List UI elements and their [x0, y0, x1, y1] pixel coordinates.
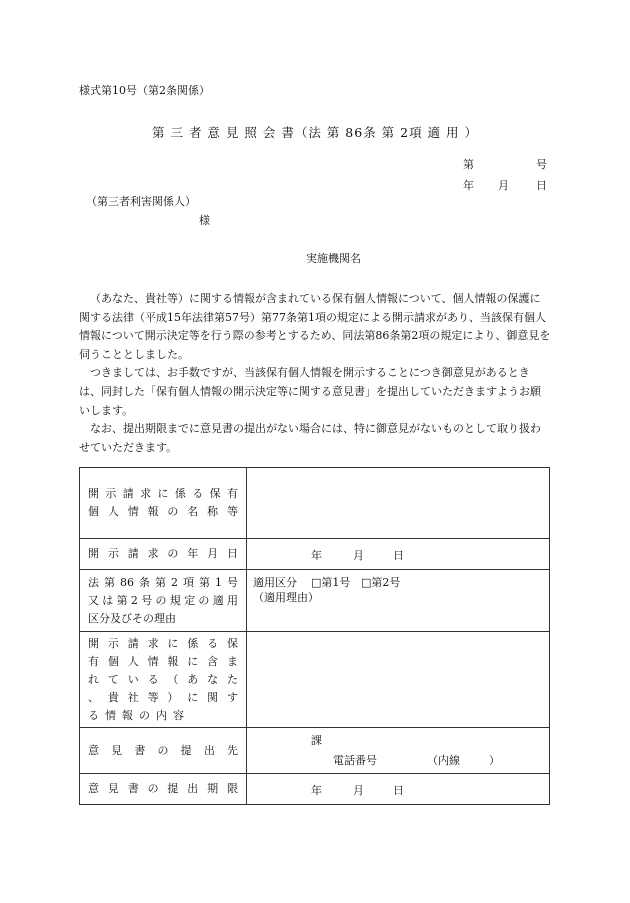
header-line: 区分及びその理由	[88, 611, 176, 625]
header-line: 法第86条第2項第1号	[88, 575, 238, 589]
table-value-cell[interactable]	[247, 632, 550, 728]
info-table	[79, 467, 550, 805]
month-label: 月	[353, 549, 364, 562]
header-line: 又は第2号の規定の適用	[88, 593, 238, 607]
header-line: 開示請求に係る保有	[88, 487, 238, 500]
body-paragraph-3: なお、提出期限までに意見書の提出がない場合には、特に御意見がないものとして取り扱わせていただきます。	[79, 422, 541, 454]
table-row-document-name	[80, 468, 550, 539]
option-item-1-checkbox[interactable]: □第1号	[311, 576, 351, 589]
table-row-classification	[80, 570, 550, 632]
body-paragraph-2: つきましては、お手数ですが、当該保有個人情報を開示することにつき御意見があるときは、同封した「保有個人情報の開示決定等に関する意見書」を提出していただきますようお願いします。	[79, 366, 541, 417]
header-line: 意見書の提出先	[88, 743, 238, 757]
table-value-cell[interactable]	[247, 468, 550, 539]
header-line: 個人情報の名称等	[88, 505, 238, 518]
table-header-cell	[80, 468, 247, 539]
section-label: 課	[311, 734, 322, 747]
phone-label: 電話番号	[333, 754, 377, 767]
table-row-info-content	[80, 632, 550, 728]
table-header-cell	[80, 728, 247, 774]
header-line: 、貴社等）に関す	[88, 690, 238, 704]
year-label: 年	[311, 784, 322, 797]
table-value-cell	[247, 570, 550, 632]
body-text	[79, 290, 551, 457]
table-row-submission-dest	[80, 728, 550, 774]
year-label: 年	[311, 549, 322, 562]
classification-label: 適用区分	[253, 576, 297, 589]
table-header-cell	[80, 774, 247, 805]
document-title: 第 三 者 意 見 照 会 書（法 第 86条 第 2項 適 用 ）	[152, 125, 478, 140]
header-line: 意見書の提出期限	[88, 782, 238, 795]
extension-close-label: ）	[489, 754, 500, 767]
table-value-cell[interactable]	[247, 774, 550, 805]
header-line: る情報の内容	[88, 708, 190, 722]
document-number-prefix: 第	[463, 158, 474, 171]
table-row-deadline	[80, 774, 550, 805]
extension-open-label: （内線	[427, 754, 460, 767]
recipient-label: （第三者利害関係人）	[86, 195, 196, 208]
table-header-cell	[80, 539, 247, 570]
header-line: れている（あなた	[88, 672, 238, 686]
table-value-cell[interactable]	[247, 539, 550, 570]
option-item-2-checkbox[interactable]: □第2号	[361, 576, 401, 589]
month-label: 月	[353, 784, 364, 797]
reason-label: （適用理由）	[253, 591, 319, 604]
header-line: 開示請求に係る保	[88, 636, 238, 650]
date-year-label: 年	[463, 179, 474, 192]
body-paragraph-1: （あなた、貴社等）に関する情報が含まれている保有個人情報について、個人情報の保護に関する法律（平成15年法律第57号）第77条第1項の規定による開示請求があり、当該保有個人情報について開示決定等を行う際の参考とするため、同法第86条第2項の規定により、御意見を伺うこととしました。	[79, 292, 551, 361]
day-label: 日	[393, 784, 404, 797]
table-value-cell[interactable]	[247, 728, 550, 774]
form-number: 様式第10号（第2条関係）	[79, 84, 210, 97]
date-month-label: 月	[498, 179, 509, 192]
date-day-label: 日	[536, 179, 547, 192]
header-line: 有個人情報に含ま	[88, 654, 238, 668]
table-row-request-date	[80, 539, 550, 570]
header-line: 開示請求の年月日	[88, 547, 238, 560]
table-header-cell	[80, 570, 247, 632]
day-label: 日	[393, 549, 404, 562]
agency-name-label: 実施機関名	[306, 252, 361, 265]
document-number-suffix: 号	[536, 158, 547, 171]
recipient-honorific: 様	[199, 214, 210, 227]
table-header-cell	[80, 632, 247, 728]
